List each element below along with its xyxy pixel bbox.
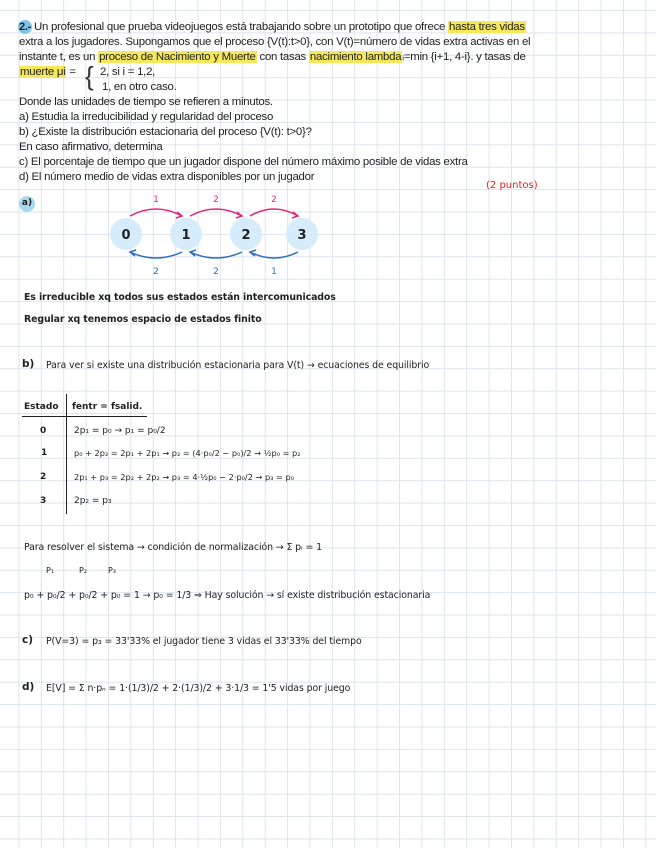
question-c: c) El porcentaje de tiempo que un jugador dispone del número máximo posible de vidas extra: [19, 156, 468, 168]
cases-brace: {: [85, 61, 94, 91]
question-b: b) ¿Existe la distribución estacionaria del proceso {V(t): t>0}?: [19, 126, 312, 138]
problem-line-3: instante t, es un proceso de Nacimiento y Muerte con tasas nacimiento lambdaᵢ=min {i+1, 4-i}. y tasas de: [19, 51, 526, 63]
death-rate-label: 2: [213, 267, 219, 276]
state-label-1: 1: [181, 228, 191, 243]
answer-c-line: P(V=3) = p₃ = 33'33% el jugador tiene 3 vidas el 33'33% del tiempo: [46, 636, 362, 647]
death-arrow: [190, 252, 242, 258]
highlight-birth-lambda: nacimiento lambda: [309, 51, 402, 63]
answer-a-line-2: Regular xq tenemos espacio de estados finito: [24, 314, 262, 325]
table-header-state: Estado: [24, 402, 59, 412]
answer-c-label: c): [22, 634, 34, 646]
answer-a-line-1: Es irreducible xq todos sus estados están intercomunicados: [24, 292, 336, 303]
birth-rate-label: 2: [271, 195, 277, 205]
highlight-three-lives: hasta tres vidas: [449, 21, 525, 33]
answer-b-line: Para ver si existe una distribución estacionaria para V(t) → ecuaciones de equilibrio: [46, 360, 430, 371]
table-row-eq: p₀ + 2p₂ = 2p₁ + 2p₁ → p₂ = (4·p₀/2 − p₀)/2 → ½p₀ = p₂: [74, 448, 301, 458]
problem-line-4: muerte μi =: [20, 66, 76, 78]
highlight-death-mu: muerte μi: [20, 66, 66, 78]
death-rate-label: 1: [271, 267, 277, 276]
highlight-birth-death: proceso de Nacimiento y Muerte: [99, 51, 256, 63]
norm-mark-p1: P₁: [46, 566, 54, 575]
norm-mark-p3: P₃: [108, 566, 116, 575]
birth-arrow: [250, 209, 298, 216]
table-row-state: 2: [40, 472, 47, 482]
question-b-cont: En caso afirmativo, determina: [19, 141, 163, 153]
birth-death-diagram: [100, 186, 320, 276]
table-row-state: 3: [40, 496, 47, 506]
birth-rate-label: 2: [213, 195, 219, 205]
table-row-eq: 2p₁ + p₃ = 2p₂ + 2p₂ → p₃ = 4·½p₀ − 2·p₀/2 → p₃ = p₀: [74, 472, 294, 482]
problem-line-2: extra a los jugadores. Supongamos que el proceso {V(t):t>0}, con V(t)=número de vidas extra activas en el: [19, 36, 531, 48]
table-header-eq: fentr = fsalid.: [72, 402, 143, 412]
points-label: (2 puntos): [486, 180, 538, 191]
table-row-state: 1: [41, 448, 48, 458]
birth-rate-label: 1: [153, 195, 159, 205]
problem-number: 2.-: [18, 21, 32, 33]
question-d: d) El número medio de vidas extra disponibles por un jugador: [19, 171, 315, 183]
birth-arrow: [190, 209, 242, 216]
table-horizontal-rule: [22, 416, 147, 417]
answer-d-line: E[V] = Σ n·pₙ = 1·(1/3)/2 + 2·(1/3)/2 + 3·1/3 = 1'5 vidas por juego: [46, 683, 351, 694]
birth-arrow: [130, 209, 182, 216]
death-arrow: [250, 252, 298, 258]
state-label-3: 3: [297, 228, 307, 243]
death-rate-label: 2: [153, 267, 159, 276]
case-2: 1, en otro caso.: [102, 81, 177, 93]
answer-a-badge: a): [19, 196, 35, 212]
answer-d-label: d): [22, 681, 35, 693]
table-row-eq: 2p₁ = p₀ → p₁ = p₀/2: [74, 426, 166, 436]
problem-line-5: Donde las unidades de tiempo se refieren a minutos.: [19, 96, 273, 108]
table-vertical-rule: [66, 394, 67, 514]
norm-mark-p2: P₂: [79, 566, 87, 575]
answer-b-label: b): [22, 358, 35, 370]
death-arrow: [130, 252, 182, 258]
case-1: 2, si i = 1,2,: [100, 66, 156, 78]
question-a: a) Estudia la irreducibilidad y regularidad del proceso: [19, 111, 274, 123]
normalization-equation: p₀ + p₀/2 + p₀/2 + p₀ = 1 → p₀ = 1/3 ⇒ Hay solución → sí existe distribución estacionaria: [24, 590, 431, 601]
table-row-eq: 2p₂ = p₃: [74, 496, 112, 506]
normalization-line: Para resolver el sistema → condición de normalización → Σ pᵢ = 1: [24, 542, 322, 553]
state-label-2: 2: [241, 228, 251, 243]
state-label-0: 0: [121, 228, 131, 243]
table-row-state: 0: [40, 426, 47, 436]
problem-line-1: 2.- Un profesional que prueba videojuegos está trabajando sobre un prototipo que ofrece hasta tres vidas: [18, 21, 525, 33]
